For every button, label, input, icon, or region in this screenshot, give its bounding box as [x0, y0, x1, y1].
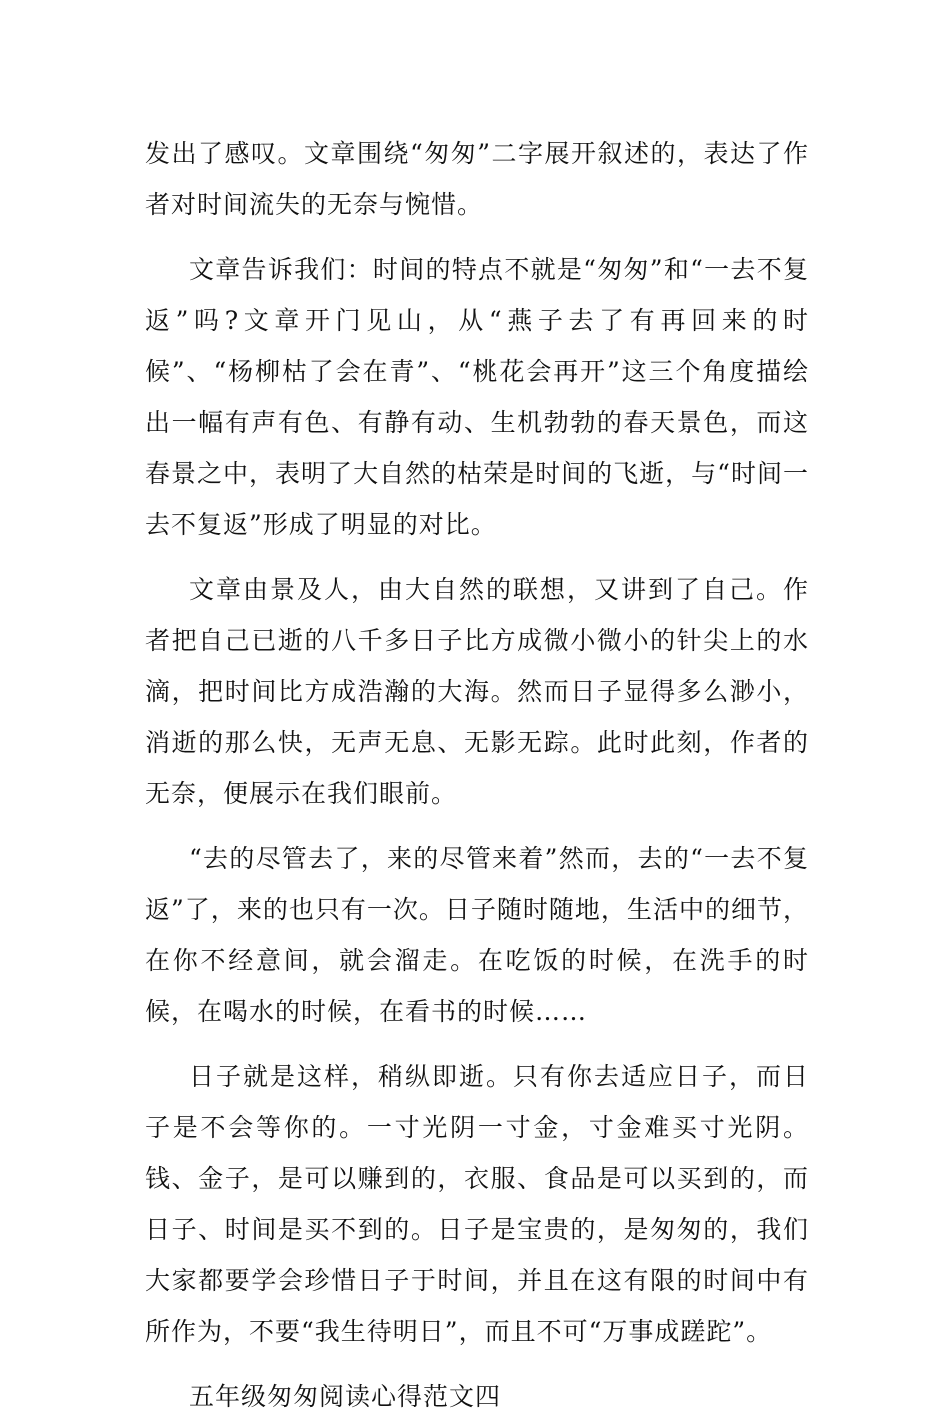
paragraph-going-and-coming: “去的尽管去了，来的尽管来着”然而，去的“一去不复返”了，来的也只有一次。日子随时随地，生活中的细节，在你不经意间，就会溜走。在吃饭的时候，在洗手的时候，在喝水的时候，在看书的时候…… — [145, 844, 809, 1026]
paragraph-scene-to-self: 文章由景及人，由大自然的联想，又讲到了自己。作者把自己已逝的八千多日子比方成微小微小的针尖上的水滴，把时间比方成浩瀚的大海。然而日子显得多么渺小，消逝的那么快，无声无息、无影无踪。此时此刻，作者的无奈，便展示在我们眼前。 — [145, 575, 809, 808]
paragraph-time-features: 文章告诉我们：时间的特点不就是“匆匆”和“一去不复返”吗?文章开门见山，从“燕子去了有再回来的时候”、“杨柳枯了会在青”、“桃花会再开”这三个角度描绘出一幅有声有色、有静有动、生机勃勃的春天景色，而这春景之中，表明了大自然的枯荣是时间的飞逝，与“时间一去不复返”形成了明显的对比。 — [145, 255, 809, 539]
paragraph-cherish-time: 日子就是这样，稍纵即逝。只有你去适应日子，而日子是不会等你的。一寸光阴一寸金，寸金难买寸光阴。钱、金子，是可以赚到的，衣服、食品是可以买到的，而日子、时间是买不到的。日子是宝贵的，是匆匆的，我们大家都要学会珍惜日子于时间，并且在这有限的时间中有所作为，不要“我生待明日”，而且不可“万事成蹉跎”。 — [145, 1062, 809, 1346]
document-body — [145, 128, 809, 1422]
paragraph-continuation: 发出了感叹。文章围绕“匆匆”二字展开叙述的，表达了作者对时间流失的无奈与惋惜。 — [145, 139, 809, 219]
section-heading: 五年级匆匆阅读心得范文四 — [189, 1382, 502, 1411]
